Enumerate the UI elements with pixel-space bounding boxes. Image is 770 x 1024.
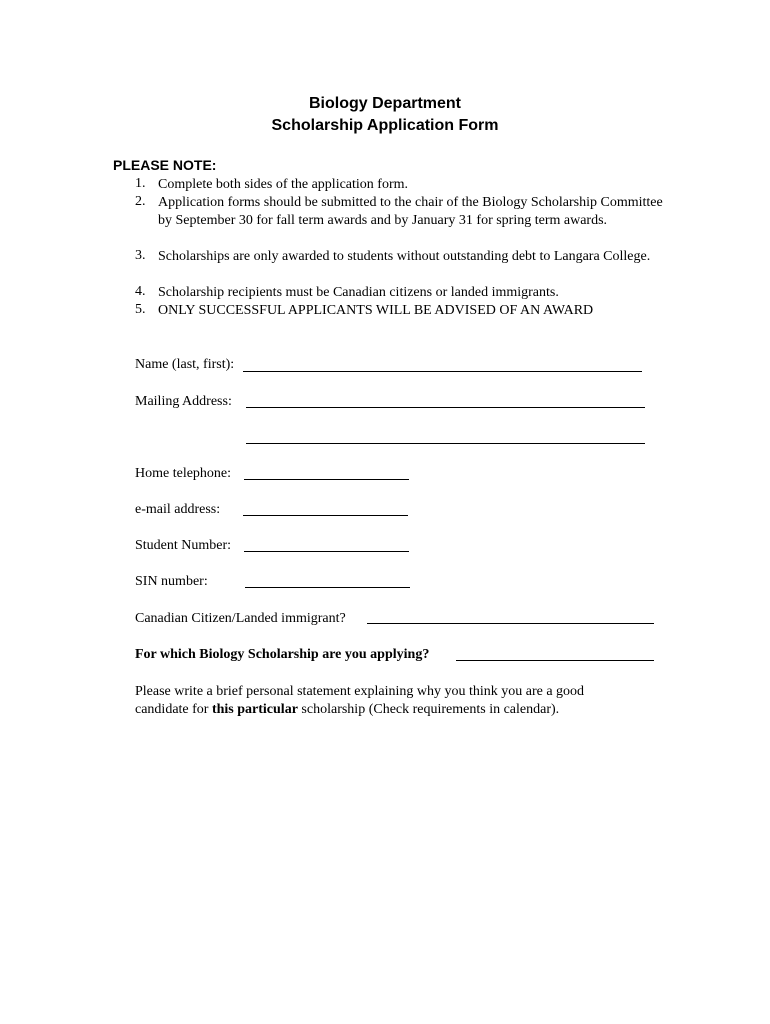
- email-label: e-mail address:: [135, 502, 221, 517]
- note-number: 3.: [135, 248, 146, 263]
- statement-emphasis: this particular: [211, 702, 298, 717]
- email-field[interactable]: [243, 515, 408, 516]
- note-number: 1.: [135, 176, 146, 191]
- which-scholarship-field[interactable]: [456, 660, 654, 661]
- student-number-field[interactable]: [244, 551, 409, 552]
- home-telephone-field[interactable]: [244, 479, 409, 480]
- student-number-label: Student Number:: [135, 538, 232, 553]
- note-number: 2.: [135, 194, 146, 209]
- note-text: Scholarships are only awarded to students without outstanding debt to Langara College.: [158, 249, 651, 264]
- note-text: Application forms should be submitted to the chair of the Biology Scholarship Committee by September 30 for fall term awards and by January 31 for spring term awards.: [158, 195, 663, 228]
- statement-text-part2: scholarship (Check requirements in calendar).: [297, 702, 560, 717]
- note-text: Scholarship recipients must be Canadian citizens or landed immigrants.: [158, 285, 559, 300]
- department-title: Biology Department: [308, 95, 461, 112]
- sin-number-field[interactable]: [245, 587, 410, 588]
- note-text: ONLY SUCCESSFUL APPLICANTS WILL BE ADVISED OF AN AWARD: [158, 303, 594, 318]
- form-title: Scholarship Application Form: [271, 117, 499, 134]
- which-scholarship-label: For which Biology Scholarship are you applying?: [135, 647, 430, 662]
- please-note-heading: PLEASE NOTE:: [113, 157, 217, 173]
- citizen-field[interactable]: [367, 623, 654, 624]
- mailing-address-field-line2[interactable]: [246, 443, 645, 444]
- name-label: Name (last, first):: [135, 357, 235, 372]
- note-number: 5.: [135, 302, 146, 317]
- citizen-label: Canadian Citizen/Landed immigrant?: [135, 611, 346, 626]
- note-text: Complete both sides of the application form.: [158, 177, 409, 192]
- sin-number-label: SIN number:: [135, 574, 208, 589]
- statement-text-part1: Please write a brief personal statement explaining why you think you are a good candidate for: [135, 684, 585, 717]
- home-telephone-label: Home telephone:: [135, 466, 232, 481]
- note-number: 4.: [135, 284, 146, 299]
- mailing-address-label: Mailing Address:: [135, 394, 232, 409]
- mailing-address-field-line1[interactable]: [246, 407, 645, 408]
- name-field[interactable]: [243, 371, 642, 372]
- personal-statement-instructions: [135, 683, 635, 719]
